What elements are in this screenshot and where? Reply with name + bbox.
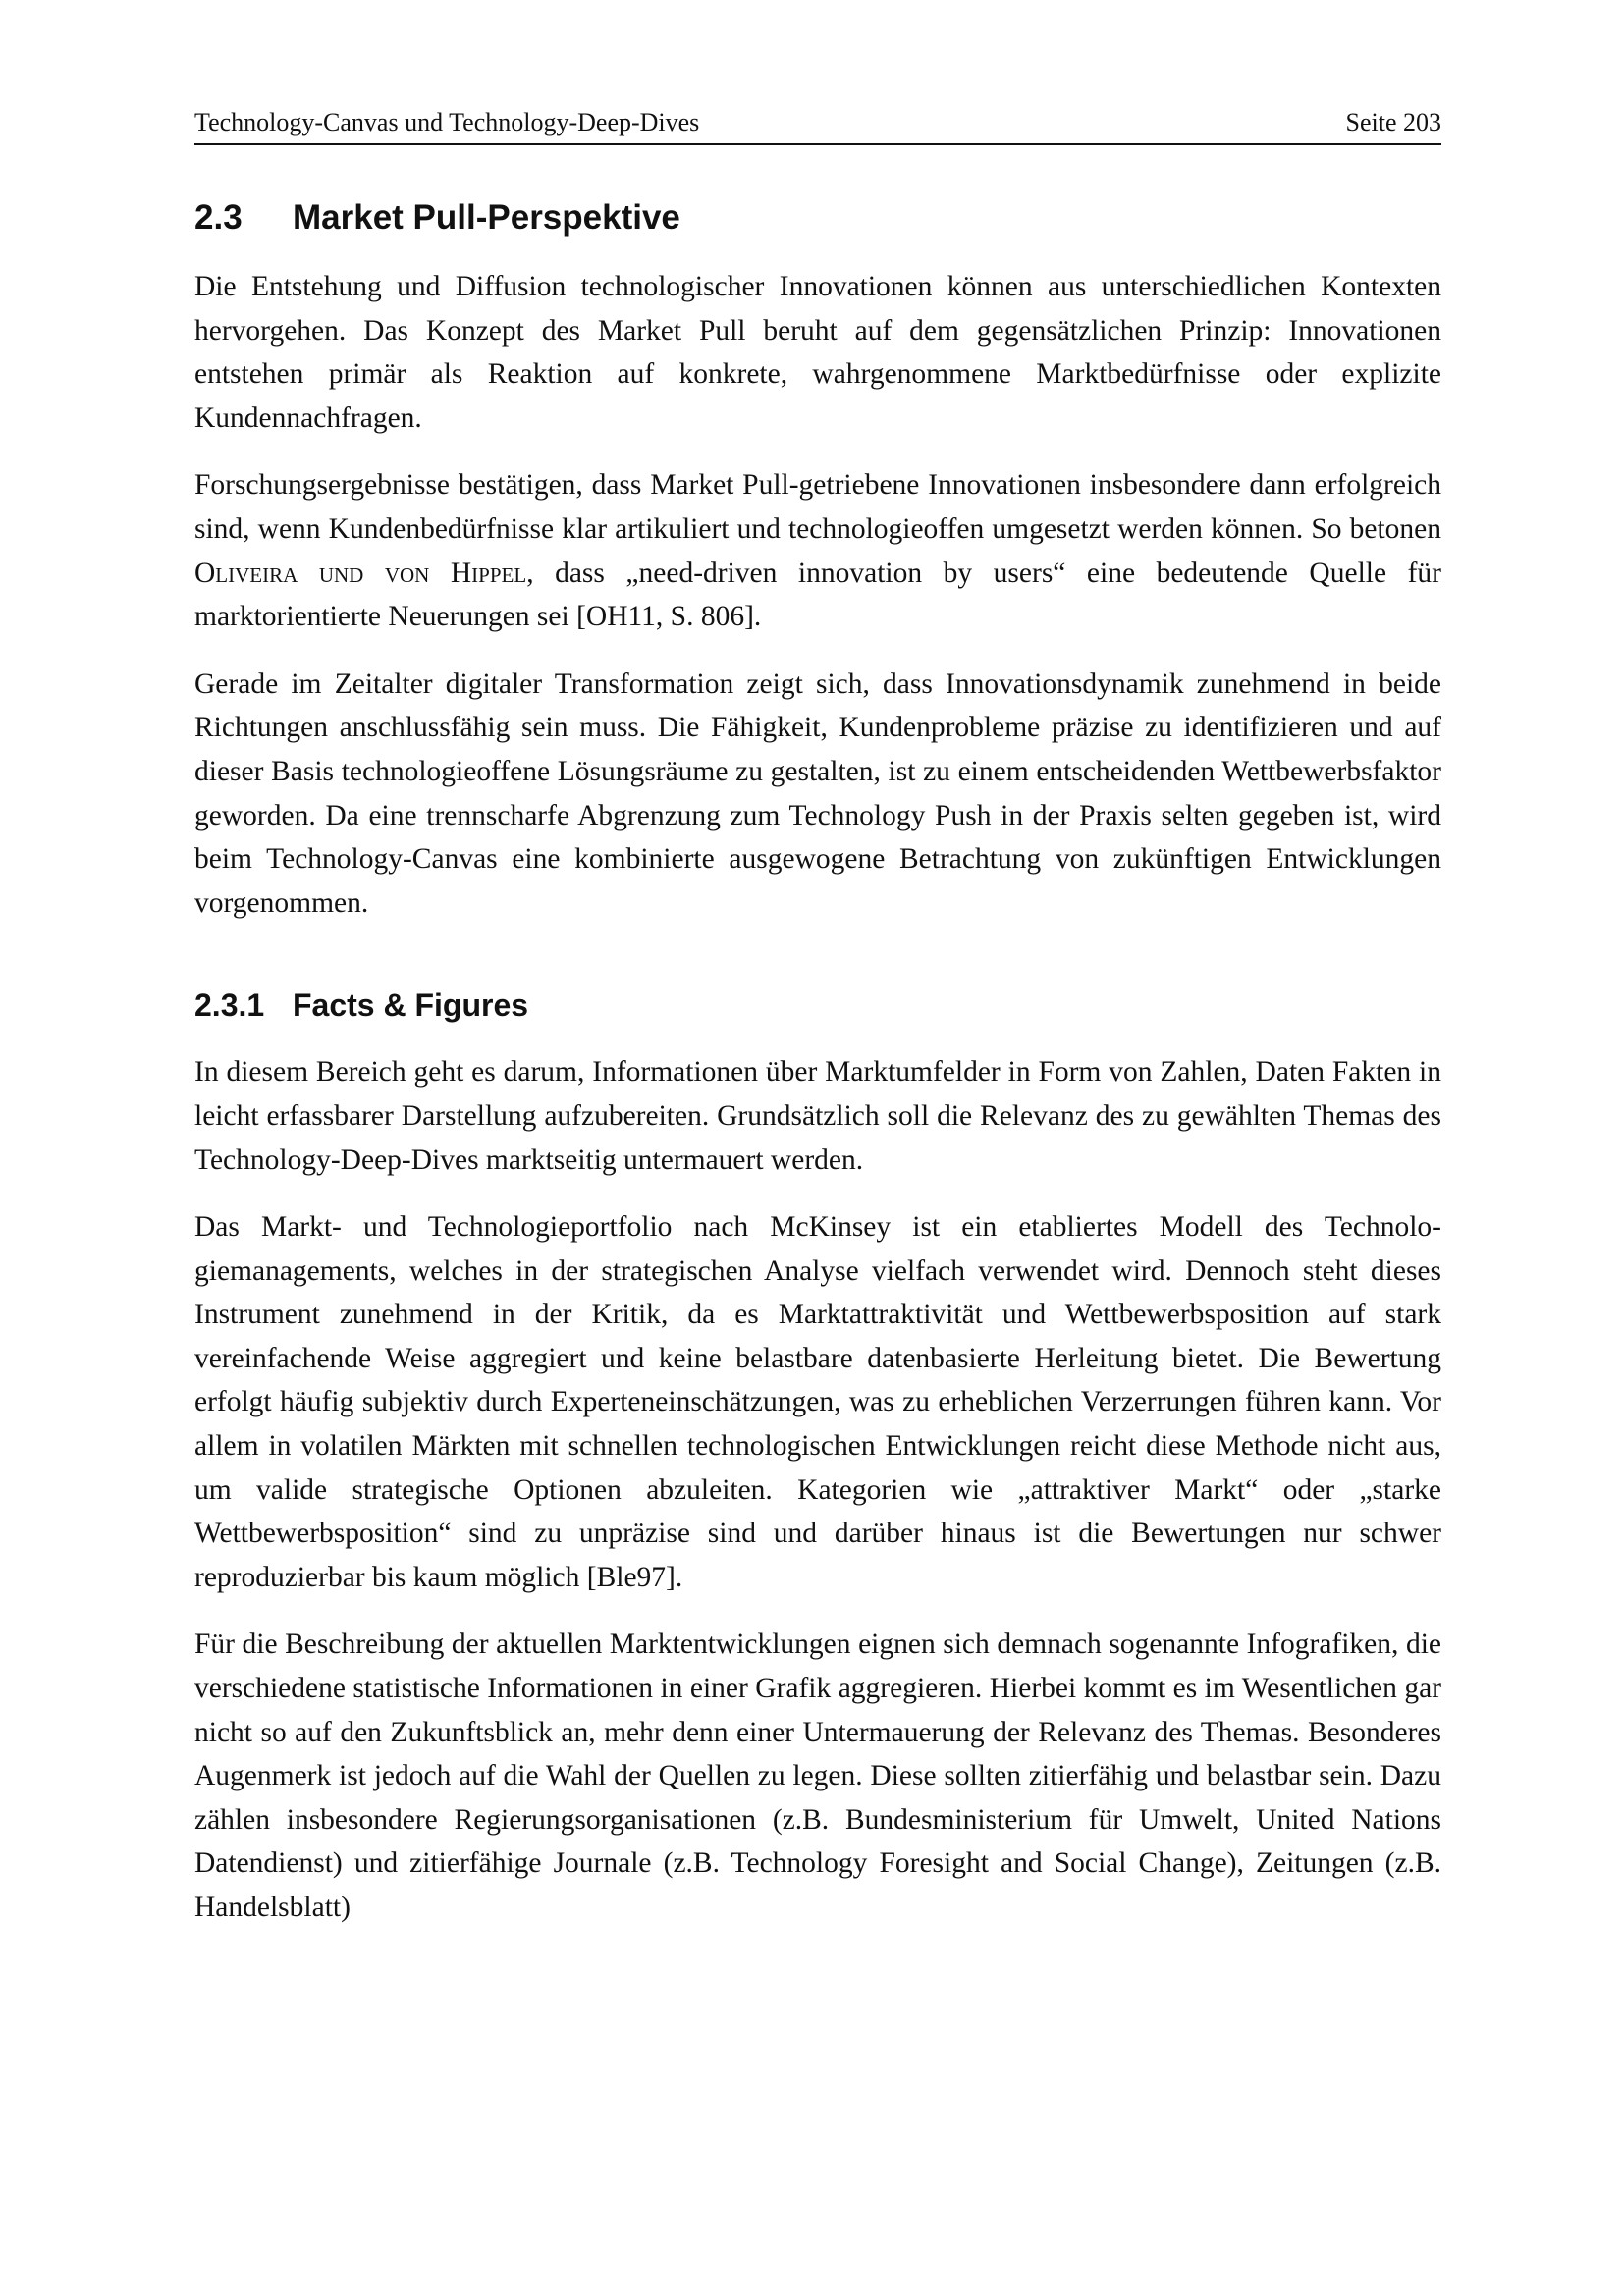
running-header-title: Technology-Canvas und Technology-Deep-Dives (194, 108, 700, 136)
paragraph (194, 463, 1441, 638)
section-heading (194, 196, 1441, 240)
running-header (194, 106, 1441, 145)
section-number: 2.3 (194, 198, 243, 237)
document-page (194, 106, 1441, 1953)
paragraph: Für die Beschreibung der aktuellen Marktentwicklungen eignen sich demnach sogenannte Infografiken, die verschiedene statistische Informationen in einer Grafik aggregieren. Hierbei kommt es im Wesentlichen gar nicht so auf den Zukunftsblick an, mehr denn einer Untermauerung der Relevanz des Themas. Besonderes Augenmerk ist jedoch auf die Wahl der Quellen zu legen. Diese sollten zitierfähig und belastbar sein. Dazu zählen insbesondere Regierungsorganisationen (z.B. Bundesministerium für Umwelt, United Nations Datendienst) und zitierfähige Journale (z.B. Technology Foresight and Social Change), Zeitungen (z.B. Handelsblatt) (194, 1629, 1441, 1923)
paragraph-text: Forschungsergebnisse bestätigen, dass Market Pull-getriebene Innovationen insbesondere dann erfolgreich sind, wenn Kundenbedürfnisse klar artikuliert und technologieoffen umgesetzt werden können. So betonen (194, 469, 1441, 545)
paragraph: In diesem Bereich geht es darum, Informationen über Marktumfelder in Form von Zahlen, Daten Fakten in leicht erfassbarer Darstellung aufzubereiten. Grundsätzlich soll die Relevanz des zu gewählten Themas des Technology-Deep-Dives marktseitig untermauert werden. (194, 1056, 1441, 1176)
page-number: Seite 203 (1345, 108, 1441, 136)
paragraph: Gerade im Zeitalter digitaler Transformation zeigt sich, dass Innovationsdynamik zunehmend in beide Richtungen anschlussfähig sein muss. Die Fähigkeit, Kundenprobleme präzise zu identifizieren und auf dieser Basis technologieoffene Lösungsräume zu gestalten, ist zu einem entscheidenden Wettbewerbsfaktor geworden. Da eine trennscharfe Abgrenzung zum Technology Push in der Praxis selten gegeben ist, wird beim Technology-Canvas eine kombinierte ausgewogene Betrachtung von zukünftigen Entwicklungen vorgenommen. (194, 667, 1441, 919)
subsection-number: 2.3.1 (194, 988, 265, 1024)
paragraph-text: , dass „need-driven innovation by users“ eine bedeutende Quelle für marktorientierte Neuerungen sei [OH11, S. 806]. (194, 557, 1441, 633)
subsection-title: Facts & Figures (293, 988, 529, 1024)
paragraph: Das Markt- und Technologieportfolio nach McKinsey ist ein etabliertes Modell des Technologiemanagements, welches in der strategischen Analyse vielfach verwendet wird. Dennoch steht dieses Instrument zunehmend in der Kritik, da es Marktattraktivität und Wettbewerbsposition auf stark vereinfachende Weise aggregiert und keine belastbare datenbasierte Herleitung bietet. Die Bewertung erfolgt häufig subjektiv durch Experteneinschätzungen, was zu erheblichen Verzerrungen führen kann. Vor allem in volatilen Märkten mit schnellen technologischen Entwicklungen reicht diese Methode nicht aus, um valide strategische Optionen abzuleiten. Kategorien wie „attraktiver Markt“ oder „starke Wettbewerbsposition“ sind zu unpräzise sind und darüber hinaus ist die Bewertungen nur schwer reproduzierbar bis kaum möglich [Ble97]. (194, 1211, 1441, 1593)
subsection-heading (194, 986, 1441, 1025)
paragraph: Die Entstehung und Diffusion technologischer Innovationen können aus unterschiedlichen Kontexten hervorgehen. Das Konzept des Market Pull beruht auf dem gegensätzlichen Prinzip: Innovationen entstehen primär als Reaktion auf konkrete, wahrgenommene Marktbedürfnisse oder explizite Kundennachfragen. (194, 271, 1441, 434)
author-names: Oliveira und von Hippel (194, 557, 527, 589)
section-title: Market Pull-Perspektive (293, 198, 680, 237)
